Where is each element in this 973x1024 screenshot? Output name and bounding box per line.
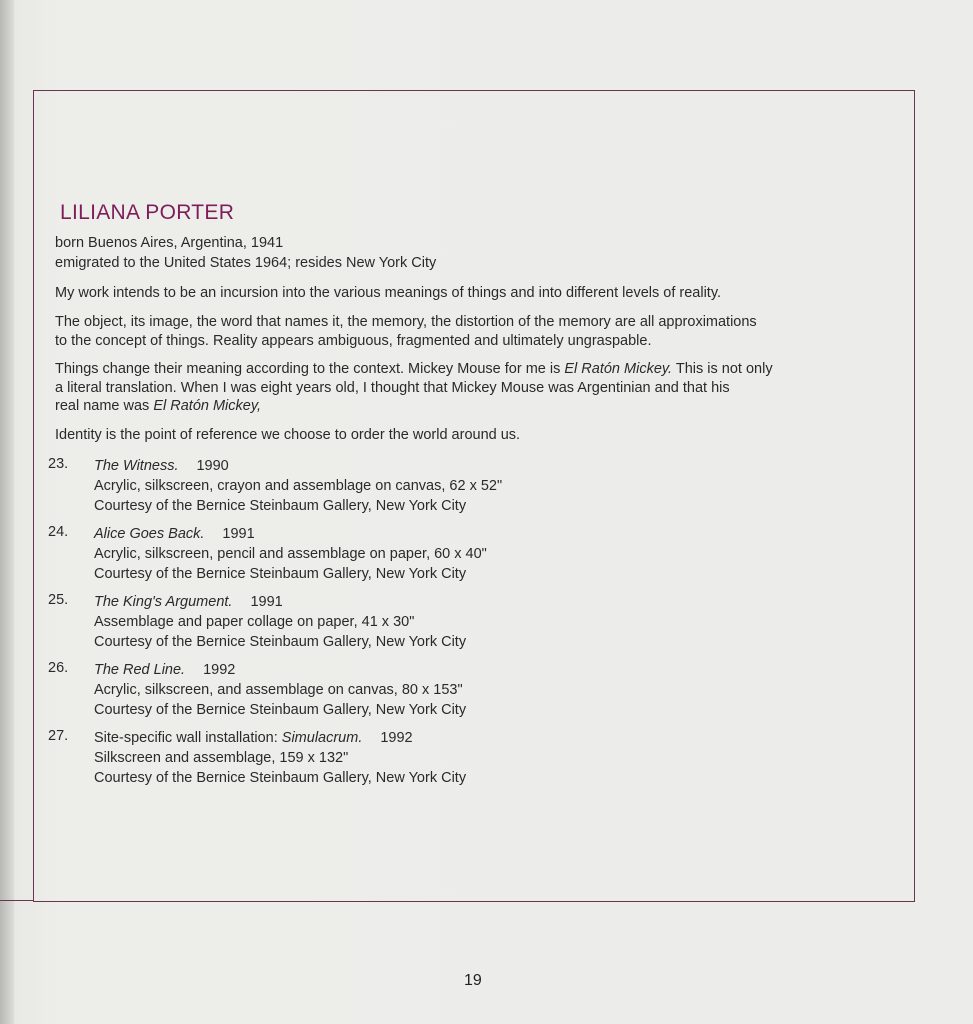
work-credit: Courtesy of the Bernice Steinbaum Gallery, New York City xyxy=(94,566,467,582)
work-number: 25. xyxy=(48,592,69,608)
statement-paragraph-1: My work intends to be an incursion into the various meanings of things and into different levels of reality. xyxy=(55,285,722,301)
work-title: The King's Argument. xyxy=(94,594,233,610)
artist-bio xyxy=(55,233,895,273)
work-title: The Red Line. xyxy=(94,662,186,678)
artist-name: LILIANA PORTER xyxy=(60,201,235,224)
page-number: 19 xyxy=(464,972,482,989)
work-year: 1991 xyxy=(250,594,283,610)
work-credit: Courtesy of the Bernice Steinbaum Gallery, New York City xyxy=(94,702,467,718)
statement-paragraph-2: The object, its image, the word that names it, the memory, the distortion of the memory are all approximations to the concept of things. Reality appears ambiguous, fragmented and ultimately ungraspable. xyxy=(55,314,757,349)
work-year: 1992 xyxy=(203,662,236,678)
work-medium: Acrylic, silkscreen, and assemblage on canvas, 80 x 153" xyxy=(94,682,463,698)
statement-paragraph-4: Identity is the point of reference we choose to order the world around us. xyxy=(55,427,521,443)
work-medium: Silkscreen and assemblage, 159 x 132" xyxy=(94,750,349,766)
work-item xyxy=(48,456,888,524)
book-binding xyxy=(0,0,14,1024)
work-credit: Courtesy of the Bernice Steinbaum Gallery, New York City xyxy=(94,770,467,786)
statement-paragraph-3: Things change their meaning according to the context. Mickey Mouse for me is El Ratón Mickey. This is not only a literal translation. When I was eight years old, I thought that Mickey Mouse was Argentinian and that his real name was El Ratón Mickey, xyxy=(55,361,773,414)
work-year: 1990 xyxy=(196,458,229,474)
work-year: 1991 xyxy=(222,526,255,542)
work-credit: Courtesy of the Bernice Steinbaum Gallery, New York City xyxy=(94,634,467,650)
work-title: The Witness. xyxy=(94,458,179,474)
work-medium: Assemblage and paper collage on paper, 41 x 30" xyxy=(94,614,415,630)
work-item: 27. Site-specific wall installation: Simulacrum. 1992 Silkscreen and assemblage, 159 x 132" Courtesy of the Bernice Steinbaum Gallery, New York City xyxy=(48,728,467,786)
work-number: 23. xyxy=(48,456,69,472)
work-year: 1992 xyxy=(380,730,413,746)
work-item xyxy=(48,524,888,592)
work-number: 24. xyxy=(48,524,69,540)
work-title: Simulacrum. xyxy=(281,730,363,746)
work-medium: Acrylic, silkscreen, crayon and assemblage on canvas, 62 x 52" xyxy=(94,478,503,494)
work-credit: Courtesy of the Bernice Steinbaum Gallery, New York City xyxy=(94,498,467,514)
frame-rule xyxy=(0,900,34,901)
work-number: 26. xyxy=(48,660,69,676)
work-item xyxy=(48,660,888,728)
birth-info: born Buenos Aires, Argentina, 1941 xyxy=(55,235,284,251)
work-medium: Acrylic, silkscreen, pencil and assemblage on paper, 60 x 40" xyxy=(94,546,487,562)
work-number: 27. xyxy=(48,728,69,744)
emigration-info: emigrated to the United States 1964; resides New York City xyxy=(55,255,437,271)
work-item xyxy=(48,592,888,660)
work-title: Alice Goes Back. xyxy=(94,526,205,542)
works-list xyxy=(48,456,888,796)
